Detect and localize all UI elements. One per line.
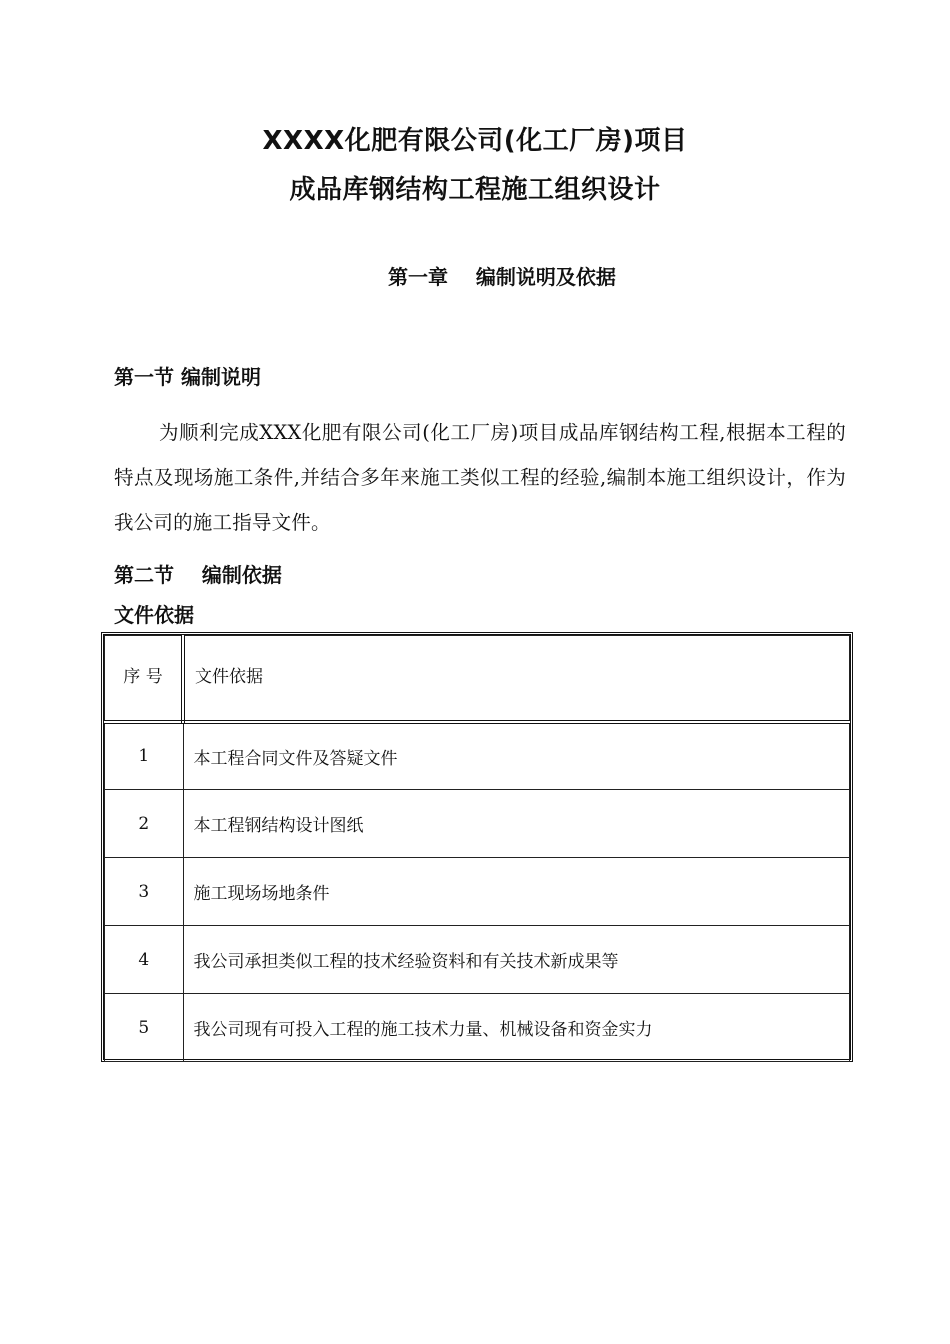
row-text-cell: 我公司承担类似工程的技术经验资料和有关技术新成果等: [183, 926, 850, 994]
table-row: [105, 994, 850, 1062]
row-text-cell: 施工现场场地条件: [183, 858, 850, 926]
chapter-heading: 第一章 编制说明及依据: [388, 265, 616, 289]
table-row: [105, 790, 850, 858]
row-number-cell: 5: [105, 994, 184, 1062]
table-row: [105, 858, 850, 926]
subsection-heading: 文件依据: [114, 603, 194, 627]
row-number-cell: 4: [105, 926, 184, 994]
row-number-cell: 1: [105, 722, 184, 790]
row-number-cell: 2: [105, 790, 184, 858]
document-title-line-1: XXXX化肥有限公司(化工厂房)项目: [262, 126, 688, 156]
row-number-cell: 3: [105, 858, 184, 926]
row-text-cell: 本工程合同文件及答疑文件: [183, 722, 850, 790]
table-row: [105, 722, 850, 790]
table-header-row: [105, 636, 850, 722]
section-1-paragraph: 为顺利完成XXX化肥有限公司(化工厂房)项目成品库钢结构工程,根据本工程的特点及现场施工条件,并结合多年来施工类似工程的经验,编制本施工组织设计，作为我公司的施工指导文件。: [114, 421, 846, 534]
basis-table: [101, 632, 853, 1062]
header-cell-basis: 文件依据: [183, 636, 850, 722]
section-1-heading: 第一节 编制说明: [114, 365, 261, 389]
section-2-heading: 第二节 编制依据: [114, 563, 282, 587]
header-cell-number: 序 号: [105, 636, 184, 722]
table-row: [105, 926, 850, 994]
row-text-cell: 本工程钢结构设计图纸: [183, 790, 850, 858]
document-title-line-2: 成品库钢结构工程施工组织设计: [289, 175, 661, 205]
row-text-cell: 我公司现有可投入工程的施工技术力量、机械设备和资金实力: [183, 994, 850, 1062]
